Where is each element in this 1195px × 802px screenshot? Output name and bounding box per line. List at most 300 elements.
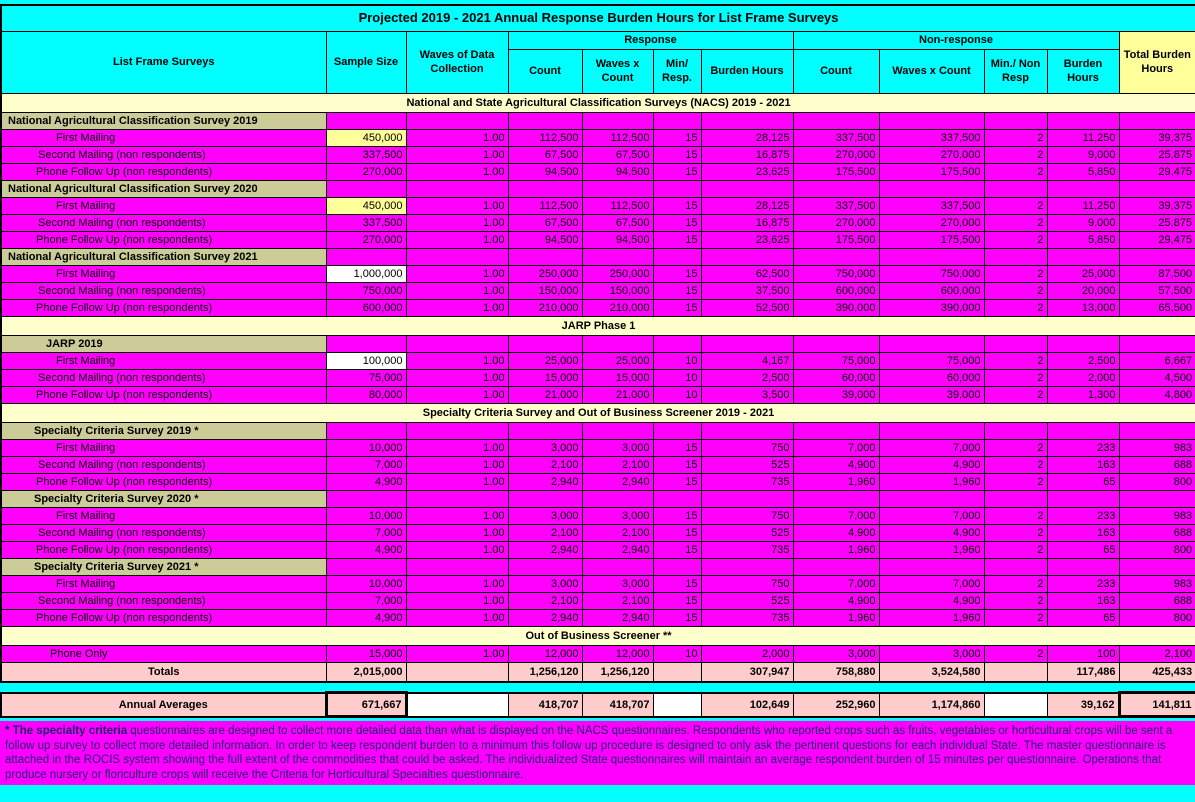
response-waves-x-count: 12,000 (582, 645, 653, 662)
row-label: First Mailing (1, 265, 326, 282)
survey-group-label: Specialty Criteria Survey 2020 * (1, 490, 326, 507)
col-header-min-non-resp: Min./ Non Resp (984, 49, 1047, 93)
total-burden-hours: 800 (1119, 473, 1195, 490)
empty-cell (406, 490, 508, 507)
response-burden-hours: 28,125 (701, 197, 793, 214)
row-label: Phone Follow Up (non respondents) (1, 386, 326, 403)
min-resp: 15 (653, 439, 701, 456)
nonresponse-waves-x-count: 1,960 (879, 609, 984, 626)
total-burden-hours: 688 (1119, 524, 1195, 541)
col-header-response-count: Count (508, 49, 582, 93)
nonresponse-burden-hours: 2,000 (1047, 369, 1119, 386)
title-row (1, 5, 1195, 31)
data-row (1, 197, 1195, 214)
waves-value: 1.00 (406, 439, 508, 456)
annual-average-min-resp (653, 693, 701, 717)
sample-size-value: 100,000 (326, 352, 406, 369)
total-burden-hours: 688 (1119, 592, 1195, 609)
empty-cell (701, 422, 793, 439)
waves-value: 1.00 (406, 299, 508, 316)
min-non-resp: 2 (984, 352, 1047, 369)
col-header-nonresponse-waves-x-count: Waves x Count (879, 49, 984, 93)
empty-cell (984, 112, 1047, 129)
nonresponse-count: 750,000 (793, 265, 879, 282)
response-burden-hours: 52,500 (701, 299, 793, 316)
data-row (1, 129, 1195, 146)
row-label: Phone Follow Up (non respondents) (1, 299, 326, 316)
sample-size-value: 10,000 (326, 439, 406, 456)
sample-size-value: 337,500 (326, 146, 406, 163)
waves-value: 1.00 (406, 146, 508, 163)
empty-cell (326, 558, 406, 575)
totals-nonresponse-count: 758,880 (793, 662, 879, 682)
empty-cell (793, 422, 879, 439)
empty-cell (326, 335, 406, 352)
total-burden-hours: 29,475 (1119, 231, 1195, 248)
sample-size-value: 7,000 (326, 524, 406, 541)
data-row (1, 352, 1195, 369)
response-count: 3,000 (508, 439, 582, 456)
empty-cell (793, 335, 879, 352)
row-label: Second Mailing (non respondents) (1, 456, 326, 473)
empty-cell (653, 112, 701, 129)
totals-response-burden: 307,947 (701, 662, 793, 682)
empty-cell (1047, 422, 1119, 439)
annual-average-nonresponse-waves-x-count: 1,174,860 (879, 693, 984, 717)
response-burden-hours: 2,000 (701, 645, 793, 662)
survey-group-label: National Agricultural Classification Survey 2020 (1, 180, 326, 197)
response-count: 3,000 (508, 507, 582, 524)
totals-total-burden: 425,433 (1119, 662, 1195, 682)
sample-size-value: 75,000 (326, 369, 406, 386)
waves-value: 1.00 (406, 352, 508, 369)
response-burden-hours: 37,500 (701, 282, 793, 299)
nonresponse-waves-x-count: 7,000 (879, 439, 984, 456)
empty-cell (508, 422, 582, 439)
response-burden-hours: 3,500 (701, 386, 793, 403)
nonresponse-burden-hours: 65 (1047, 473, 1119, 490)
response-waves-x-count: 2,940 (582, 541, 653, 558)
empty-cell (879, 335, 984, 352)
empty-cell (793, 248, 879, 265)
waves-value: 1.00 (406, 214, 508, 231)
waves-value: 1.00 (406, 163, 508, 180)
row-label: First Mailing (1, 197, 326, 214)
empty-cell (879, 180, 984, 197)
response-count: 21,000 (508, 386, 582, 403)
empty-cell (984, 180, 1047, 197)
nonresponse-burden-hours: 25,000 (1047, 265, 1119, 282)
nonresponse-burden-hours: 233 (1047, 575, 1119, 592)
nonresponse-waves-x-count: 270,000 (879, 214, 984, 231)
min-non-resp: 2 (984, 265, 1047, 282)
col-group-non-response: Non-response (793, 31, 1119, 49)
data-row (1, 524, 1195, 541)
empty-cell (406, 558, 508, 575)
total-burden-hours: 983 (1119, 575, 1195, 592)
min-resp: 15 (653, 473, 701, 490)
data-row (1, 214, 1195, 231)
section-band-label: Specialty Criteria Survey and Out of Business Screener 2019 - 2021 (1, 403, 1195, 422)
response-count: 210,000 (508, 299, 582, 316)
response-waves-x-count: 21,000 (582, 386, 653, 403)
annual-average-nonresponse-count: 252,960 (793, 693, 879, 717)
data-row (1, 163, 1195, 180)
empty-cell (701, 558, 793, 575)
response-count: 67,500 (508, 146, 582, 163)
empty-cell (984, 248, 1047, 265)
nonresponse-waves-x-count: 337,500 (879, 129, 984, 146)
annual-averages-table (0, 691, 1195, 718)
sample-size-value: 1,000,000 (326, 265, 406, 282)
band-row (1, 316, 1195, 335)
nonresponse-count: 7,000 (793, 575, 879, 592)
waves-value: 1.00 (406, 265, 508, 282)
response-waves-x-count: 250,000 (582, 265, 653, 282)
empty-cell (879, 558, 984, 575)
empty-cell (701, 112, 793, 129)
annual-average-sample-size: 671,667 (326, 693, 406, 717)
annual-average-response-count: 418,707 (508, 693, 582, 717)
footnote (0, 721, 1195, 785)
totals-nonresponse-burden: 117,486 (1047, 662, 1119, 682)
sample-size-value: 4,900 (326, 609, 406, 626)
empty-cell (701, 490, 793, 507)
response-waves-x-count: 2,100 (582, 592, 653, 609)
waves-value: 1.00 (406, 231, 508, 248)
row-label: First Mailing (1, 507, 326, 524)
empty-cell (1047, 558, 1119, 575)
nonresponse-count: 1,960 (793, 609, 879, 626)
min-resp: 15 (653, 507, 701, 524)
annual-averages-row (1, 693, 1195, 717)
col-header-sample-size: Sample Size (326, 31, 406, 93)
row-label: Phone Follow Up (non respondents) (1, 163, 326, 180)
row-label: Second Mailing (non respondents) (1, 524, 326, 541)
col-header-response-burden-hours: Burden Hours (701, 49, 793, 93)
sample-size-value: 80,000 (326, 386, 406, 403)
response-count: 15,000 (508, 369, 582, 386)
sample-size-value: 337,500 (326, 214, 406, 231)
response-waves-x-count: 94,500 (582, 163, 653, 180)
sample-size-value: 15,000 (326, 645, 406, 662)
response-burden-hours: 23,625 (701, 231, 793, 248)
empty-cell (582, 248, 653, 265)
total-burden-hours: 57,500 (1119, 282, 1195, 299)
col-header-min-resp: Min/ Resp. (653, 49, 701, 93)
survey-group-label: Specialty Criteria Survey 2019 * (1, 422, 326, 439)
empty-cell (1119, 422, 1195, 439)
sample-size-value: 600,000 (326, 299, 406, 316)
min-non-resp: 2 (984, 645, 1047, 662)
nonresponse-count: 4,900 (793, 524, 879, 541)
row-label: Phone Only (1, 645, 326, 662)
data-row (1, 386, 1195, 403)
spacer (0, 683, 1195, 691)
nonresponse-count: 175,500 (793, 231, 879, 248)
response-count: 94,500 (508, 231, 582, 248)
data-row (1, 265, 1195, 282)
min-non-resp: 2 (984, 439, 1047, 456)
min-non-resp: 2 (984, 282, 1047, 299)
col-header-nonresponse-count: Count (793, 49, 879, 93)
response-waves-x-count: 94,500 (582, 231, 653, 248)
data-row (1, 592, 1195, 609)
section-band-label: JARP Phase 1 (1, 316, 1195, 335)
min-resp: 15 (653, 299, 701, 316)
empty-cell (406, 422, 508, 439)
empty-cell (701, 180, 793, 197)
empty-cell (879, 112, 984, 129)
nonresponse-count: 270,000 (793, 146, 879, 163)
waves-value: 1.00 (406, 456, 508, 473)
sample-size-value: 450,000 (326, 129, 406, 146)
nonresponse-waves-x-count: 4,900 (879, 592, 984, 609)
min-resp: 15 (653, 609, 701, 626)
annual-average-waves (406, 693, 508, 717)
min-non-resp: 2 (984, 456, 1047, 473)
min-resp: 15 (653, 282, 701, 299)
response-burden-hours: 525 (701, 456, 793, 473)
empty-cell (406, 180, 508, 197)
data-row (1, 146, 1195, 163)
response-burden-hours: 16,875 (701, 214, 793, 231)
nonresponse-burden-hours: 233 (1047, 507, 1119, 524)
nonresponse-count: 1,960 (793, 473, 879, 490)
empty-cell (1119, 112, 1195, 129)
totals-label: Totals (1, 662, 326, 682)
min-non-resp: 2 (984, 231, 1047, 248)
nonresponse-burden-hours: 9,000 (1047, 146, 1119, 163)
empty-cell (326, 422, 406, 439)
table-body (1, 93, 1195, 682)
empty-cell (582, 422, 653, 439)
group-row (1, 335, 1195, 352)
empty-cell (653, 490, 701, 507)
empty-cell (984, 490, 1047, 507)
waves-value: 1.00 (406, 473, 508, 490)
empty-cell (701, 248, 793, 265)
empty-cell (582, 112, 653, 129)
data-row (1, 473, 1195, 490)
response-count: 112,500 (508, 197, 582, 214)
data-row (1, 299, 1195, 316)
col-header-response-waves-x-count: Waves x Count (582, 49, 653, 93)
response-burden-hours: 23,625 (701, 163, 793, 180)
annual-average-min-non-resp (984, 693, 1047, 717)
nonresponse-waves-x-count: 1,960 (879, 473, 984, 490)
empty-cell (406, 335, 508, 352)
total-burden-hours: 6,667 (1119, 352, 1195, 369)
totals-min-non-resp (984, 662, 1047, 682)
sample-size-value: 450,000 (326, 197, 406, 214)
group-row (1, 422, 1195, 439)
survey-group-label: Specialty Criteria Survey 2021 * (1, 558, 326, 575)
group-row (1, 248, 1195, 265)
min-resp: 15 (653, 197, 701, 214)
col-header-list-frame-surveys: List Frame Surveys (1, 31, 326, 93)
row-label: Second Mailing (non respondents) (1, 282, 326, 299)
nonresponse-burden-hours: 65 (1047, 609, 1119, 626)
empty-cell (406, 112, 508, 129)
nonresponse-waves-x-count: 1,960 (879, 541, 984, 558)
response-waves-x-count: 2,100 (582, 456, 653, 473)
waves-value: 1.00 (406, 524, 508, 541)
row-label: First Mailing (1, 129, 326, 146)
nonresponse-count: 3,000 (793, 645, 879, 662)
response-waves-x-count: 2,940 (582, 609, 653, 626)
waves-value: 1.00 (406, 282, 508, 299)
response-waves-x-count: 67,500 (582, 214, 653, 231)
min-resp: 15 (653, 163, 701, 180)
totals-min-resp (653, 662, 701, 682)
empty-cell (984, 558, 1047, 575)
min-non-resp: 2 (984, 146, 1047, 163)
col-group-response: Response (508, 31, 793, 49)
nonresponse-burden-hours: 1,300 (1047, 386, 1119, 403)
min-resp: 15 (653, 456, 701, 473)
empty-cell (508, 335, 582, 352)
data-row (1, 369, 1195, 386)
total-burden-hours: 2,100 (1119, 645, 1195, 662)
nonresponse-waves-x-count: 175,500 (879, 231, 984, 248)
nonresponse-burden-hours: 100 (1047, 645, 1119, 662)
response-count: 2,100 (508, 456, 582, 473)
min-resp: 15 (653, 541, 701, 558)
empty-cell (508, 248, 582, 265)
data-row (1, 575, 1195, 592)
nonresponse-count: 1,960 (793, 541, 879, 558)
nonresponse-waves-x-count: 7,000 (879, 575, 984, 592)
total-burden-hours: 4,800 (1119, 386, 1195, 403)
min-resp: 10 (653, 645, 701, 662)
response-count: 25,000 (508, 352, 582, 369)
data-row (1, 231, 1195, 248)
totals-nonresponse-waves-x-count: 3,524,580 (879, 662, 984, 682)
col-header-total-burden: Total Burden Hours (1119, 31, 1195, 93)
nonresponse-burden-hours: 11,250 (1047, 129, 1119, 146)
response-count: 2,100 (508, 524, 582, 541)
response-burden-hours: 735 (701, 541, 793, 558)
empty-cell (793, 180, 879, 197)
response-waves-x-count: 15,000 (582, 369, 653, 386)
sample-size-value: 10,000 (326, 507, 406, 524)
response-waves-x-count: 3,000 (582, 575, 653, 592)
group-row (1, 558, 1195, 575)
band-row (1, 403, 1195, 422)
nonresponse-waves-x-count: 4,900 (879, 524, 984, 541)
total-burden-hours: 29,475 (1119, 163, 1195, 180)
response-waves-x-count: 112,500 (582, 129, 653, 146)
response-burden-hours: 525 (701, 592, 793, 609)
sample-size-value: 10,000 (326, 575, 406, 592)
empty-cell (582, 558, 653, 575)
data-row (1, 609, 1195, 626)
min-resp: 15 (653, 146, 701, 163)
col-header-waves: Waves of Data Collection (406, 31, 508, 93)
row-label: Second Mailing (non respondents) (1, 146, 326, 163)
nonresponse-burden-hours: 5,850 (1047, 163, 1119, 180)
total-burden-hours: 4,500 (1119, 369, 1195, 386)
waves-value: 1.00 (406, 386, 508, 403)
empty-cell (1047, 248, 1119, 265)
total-burden-hours: 983 (1119, 439, 1195, 456)
min-non-resp: 2 (984, 575, 1047, 592)
min-non-resp: 2 (984, 386, 1047, 403)
col-header-nonresponse-burden-hours: Burden Hours (1047, 49, 1119, 93)
empty-cell (1047, 490, 1119, 507)
response-count: 2,100 (508, 592, 582, 609)
data-row (1, 456, 1195, 473)
data-row (1, 645, 1195, 662)
nonresponse-burden-hours: 5,850 (1047, 231, 1119, 248)
empty-cell (326, 112, 406, 129)
sample-size-value: 4,900 (326, 541, 406, 558)
empty-cell (653, 335, 701, 352)
empty-cell (793, 558, 879, 575)
min-non-resp: 2 (984, 129, 1047, 146)
response-burden-hours: 4,167 (701, 352, 793, 369)
total-burden-hours: 39,375 (1119, 197, 1195, 214)
empty-cell (1119, 248, 1195, 265)
response-count: 94,500 (508, 163, 582, 180)
response-burden-hours: 750 (701, 507, 793, 524)
annual-averages-label: Annual Averages (1, 693, 326, 717)
response-waves-x-count: 2,100 (582, 524, 653, 541)
response-count: 2,940 (508, 541, 582, 558)
empty-cell (653, 422, 701, 439)
totals-waves (406, 662, 508, 682)
response-waves-x-count: 3,000 (582, 439, 653, 456)
nonresponse-count: 175,500 (793, 163, 879, 180)
nonresponse-count: 7,000 (793, 507, 879, 524)
empty-cell (879, 490, 984, 507)
nonresponse-waves-x-count: 750,000 (879, 265, 984, 282)
data-row (1, 439, 1195, 456)
nonresponse-count: 4,900 (793, 592, 879, 609)
nonresponse-burden-hours: 65 (1047, 541, 1119, 558)
min-resp: 15 (653, 265, 701, 282)
response-count: 250,000 (508, 265, 582, 282)
nonresponse-count: 4,900 (793, 456, 879, 473)
min-resp: 10 (653, 386, 701, 403)
response-waves-x-count: 112,500 (582, 197, 653, 214)
empty-cell (1119, 180, 1195, 197)
totals-response-count: 1,256,120 (508, 662, 582, 682)
page-title: Projected 2019 - 2021 Annual Response Burden Hours for List Frame Surveys (1, 5, 1195, 31)
empty-cell (984, 422, 1047, 439)
group-row (1, 180, 1195, 197)
min-non-resp: 2 (984, 473, 1047, 490)
total-burden-hours: 25,875 (1119, 214, 1195, 231)
nonresponse-burden-hours: 233 (1047, 439, 1119, 456)
response-waves-x-count: 2,940 (582, 473, 653, 490)
empty-cell (1119, 490, 1195, 507)
nonresponse-burden-hours: 11,250 (1047, 197, 1119, 214)
nonresponse-burden-hours: 163 (1047, 592, 1119, 609)
min-non-resp: 2 (984, 592, 1047, 609)
empty-cell (879, 248, 984, 265)
footnote-prefix: * The specialty criteria (5, 725, 128, 737)
response-waves-x-count: 3,000 (582, 507, 653, 524)
min-resp: 15 (653, 592, 701, 609)
sample-size-value: 270,000 (326, 163, 406, 180)
response-burden-hours: 750 (701, 439, 793, 456)
row-label: Phone Follow Up (non respondents) (1, 541, 326, 558)
sample-size-value: 750,000 (326, 282, 406, 299)
nonresponse-burden-hours: 20,000 (1047, 282, 1119, 299)
nonresponse-waves-x-count: 75,000 (879, 352, 984, 369)
